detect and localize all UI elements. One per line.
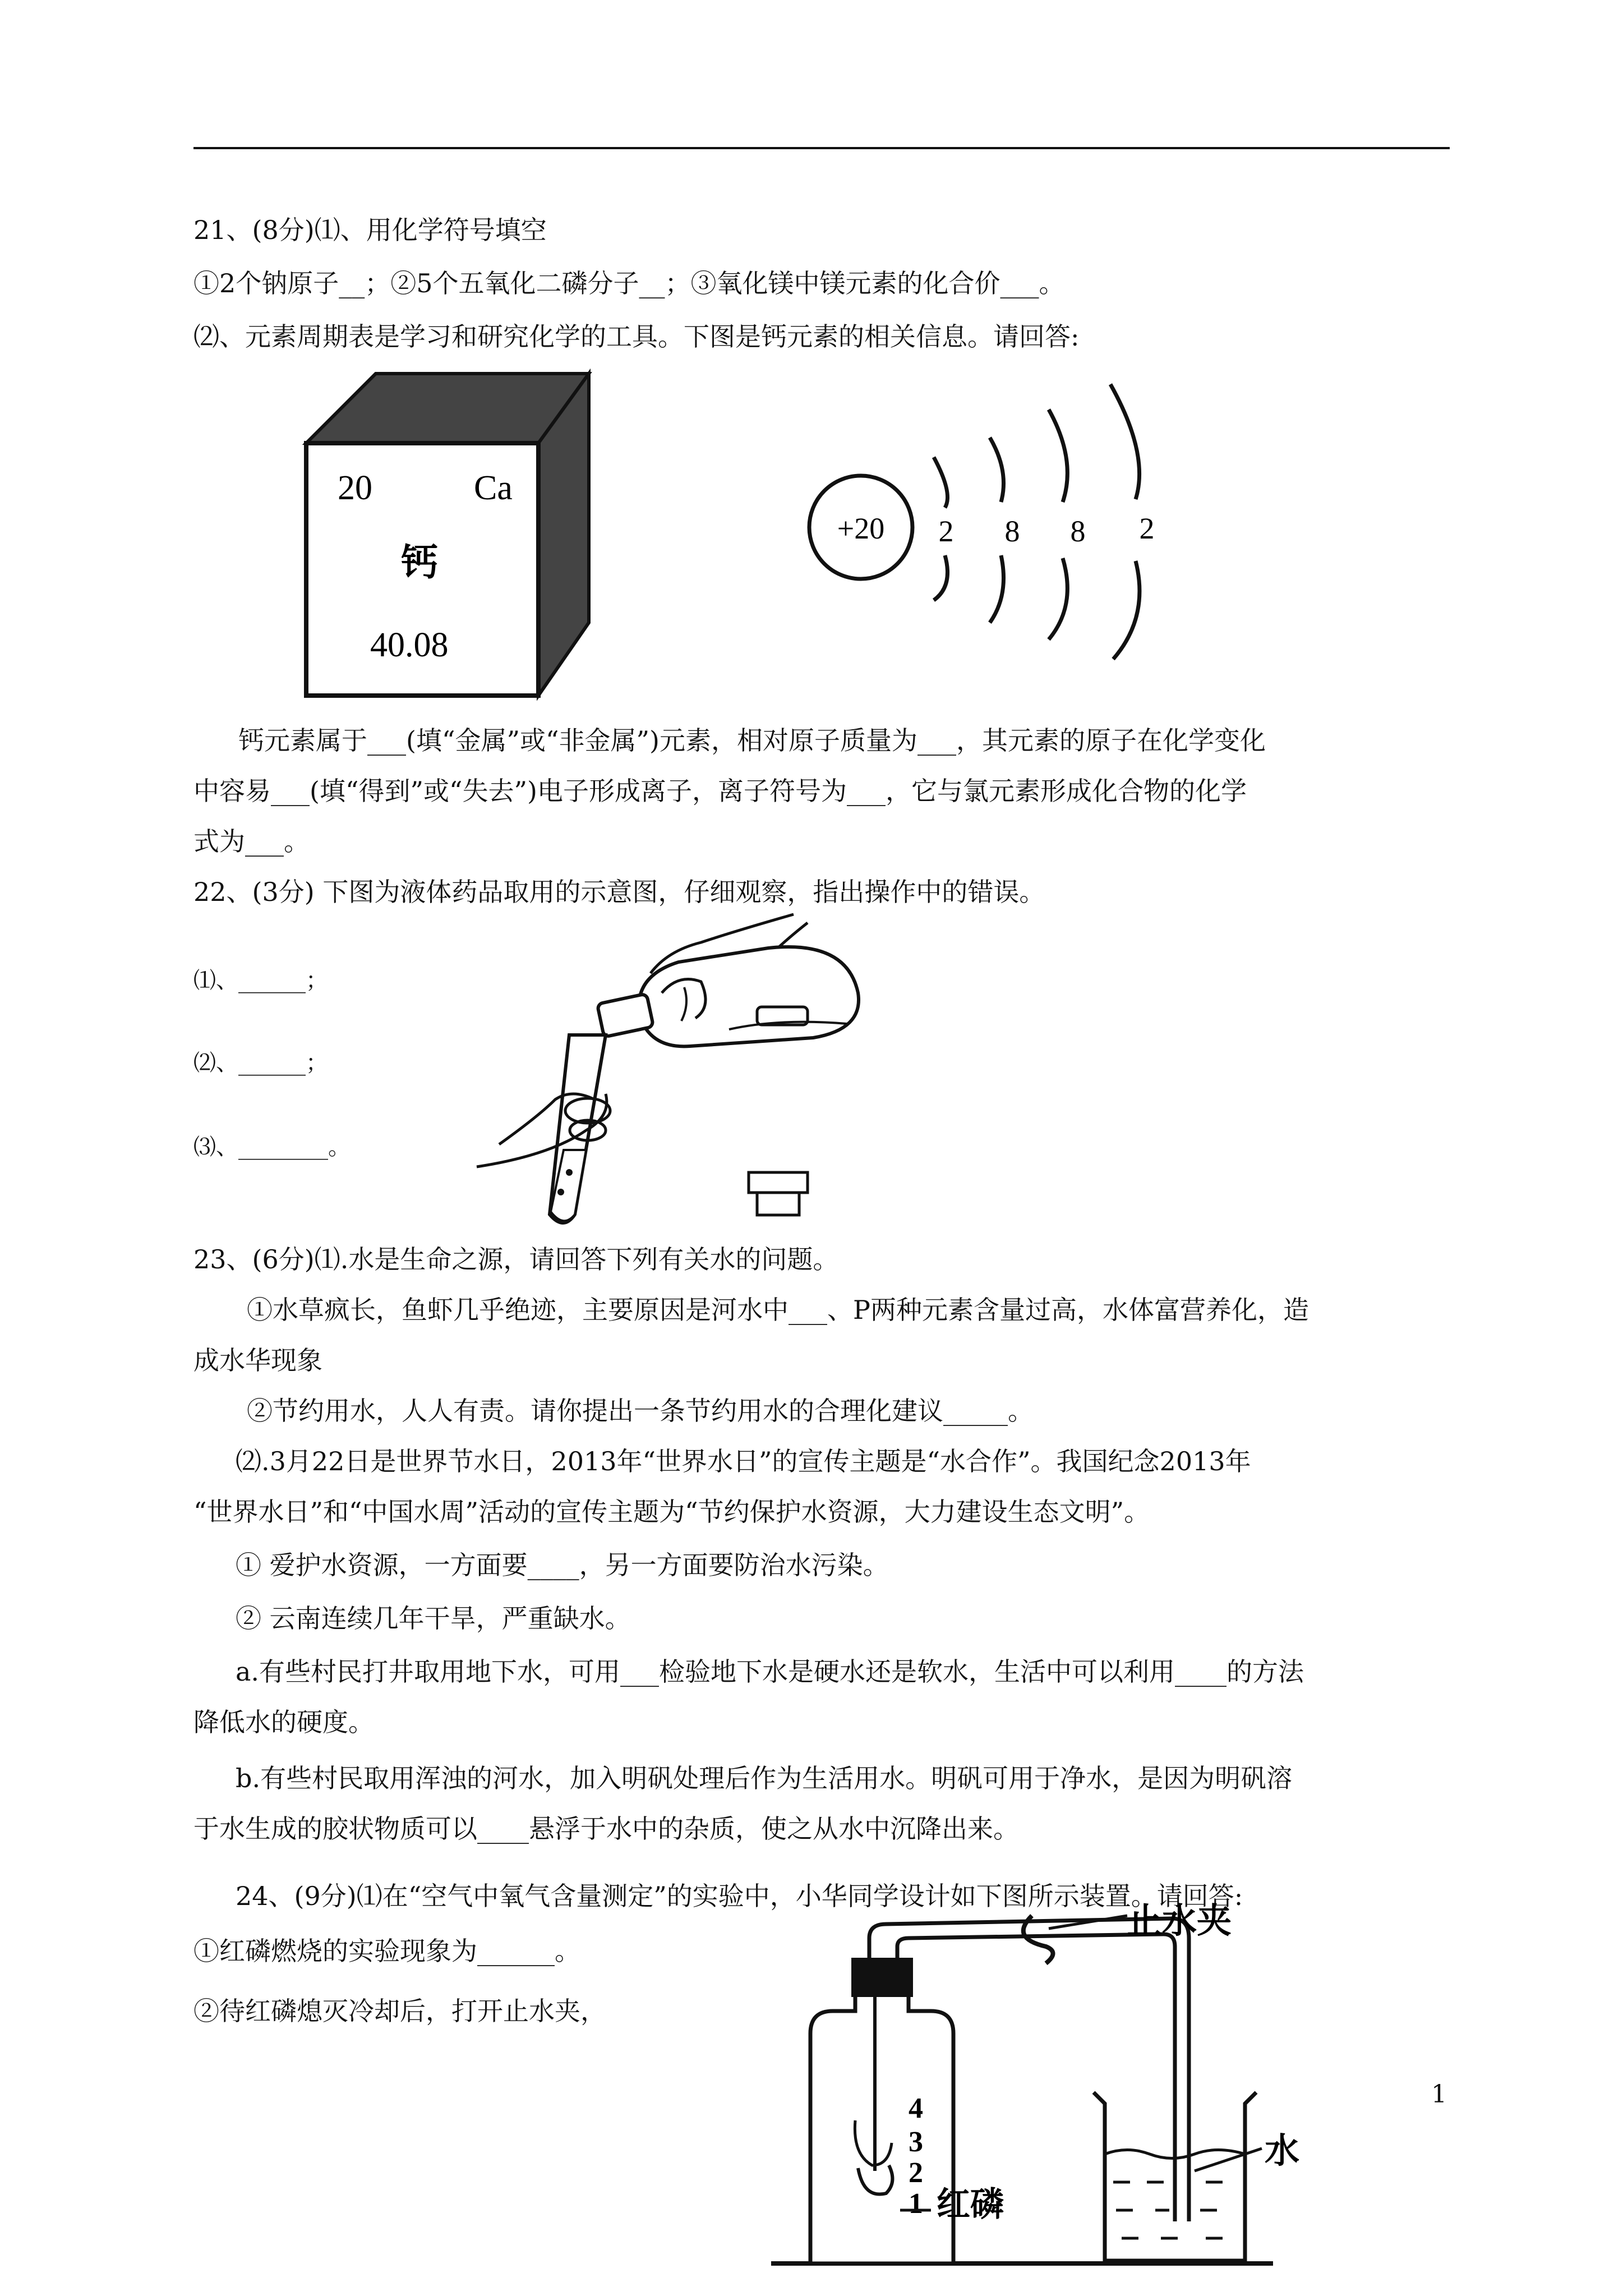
q23-line11: 于水生成的胶状物质可以____悬浮于水中的杂质，使之从水中沉降出来。 [193,1814,1019,1844]
q22-blank-2: ⑵、______； [193,1050,328,1076]
q21-heading: 21、(8分)⑴、用化学符号填空 [193,215,547,245]
mark-3: 3 [909,2126,923,2158]
q23-line10: b.有些村民取用浑浊的河水，加入明矾处理后作为生活用水。明矾可用于净水，是因为明矾溶 [236,1763,1293,1793]
water-label: 水 [1265,2130,1300,2171]
q24-line1: ①红磷燃烧的实验现象为______。 [193,1936,580,1966]
shell-1-electrons: 2 [938,514,954,548]
q23-line7: ② 云南连续几年干旱，严重缺水。 [236,1603,631,1634]
mark-4: 4 [909,2092,923,2124]
q23-heading: 23、(6分)⑴.水是生命之源，请回答下列有关水的问题。 [193,1244,839,1274]
element-mass: 40.08 [370,626,449,664]
mark-2: 2 [909,2157,923,2189]
element-symbol: Ca [474,469,513,507]
q21-text2: 中容易___(填“得到”或“失去”)电子形成离子，离子符号为___，它与氯元素形成化合物的化学 [193,776,1247,806]
atom-structure-figure [799,370,1192,662]
oxygen-measurement-apparatus [768,1900,1300,2294]
element-name: 钙 [401,540,438,584]
q24-line2: ②待红磷熄灭冷却后，打开止水夹， [193,1996,606,2026]
mark-1: 1 [909,2188,923,2220]
q21-text1: 钙元素属于___(填“金属”或“非金属”)元素，相对原子质量为___，其元素的原子在化学变化 [238,725,1266,756]
liquid-pouring-figure [465,909,903,1234]
q23-line4: ⑵.3月22日是世界节水日，2013年“世界水日”的宣传主题是“水合作”。我国纪念2013年 [236,1446,1251,1476]
shell-2-electrons: 8 [1004,514,1020,548]
q23-line6: ① 爱护水资源，一方面要____，另一方面要防治水污染。 [236,1550,889,1580]
element-cell-figure [303,370,617,707]
q23-line8: a.有些村民打井取用地下水，可用___检验地下水是硬水还是软水，生活中可以利用____的方法 [236,1657,1304,1687]
q23-line3: ②节约用水，人人有责。请你提出一条节约用水的合理化建议_____。 [247,1396,1034,1426]
q22-blank-3: ⑶、________。 [193,1134,351,1160]
shell-3-electrons: 8 [1070,514,1086,548]
q21-part2: ⑵、元素周期表是学习和研究化学的工具。下图是钙元素的相关信息。请回答: [193,321,1080,352]
q23-line9: 降低水的硬度。 [193,1707,374,1737]
phosphorus-label: 红磷 [937,2185,1004,2224]
header-rule [193,147,1450,149]
q21-text3: 式为___。 [193,826,310,857]
q24-heading: 24、(9分)⑴在“空气中氧气含量测定”的实验中，小华同学设计如下图所示装置。请回答: [236,1881,1243,1911]
q22-heading: 22、(3分) 下图为液体药品取用的示意图，仔细观察，指出操作中的错误。 [193,877,1045,907]
clamp-label: 止水夹 [1127,1900,1232,1941]
page-number: 1 [1431,2080,1447,2109]
q21-items: ①2个钠原子__；②5个五氧化二磷分子__；③氧化镁中镁元素的化合价___。 [193,268,1065,298]
q23-line1: ①水草疯长，鱼虾几乎绝迹，主要原因是河水中___、P两种元素含量过高，水体富营养化，造 [247,1295,1309,1325]
q23-line2: 成水华现象 [193,1345,322,1375]
shell-4-electrons: 2 [1139,512,1155,545]
q23-line5: “世界水日”和“中国水周”活动的宣传主题为“节约保护水资源，大力建设生态文明”。 [193,1497,1150,1527]
element-number: 20 [338,469,372,507]
q22-blank-1: ⑴、______； [193,968,328,993]
nucleus-charge: +20 [837,512,885,545]
